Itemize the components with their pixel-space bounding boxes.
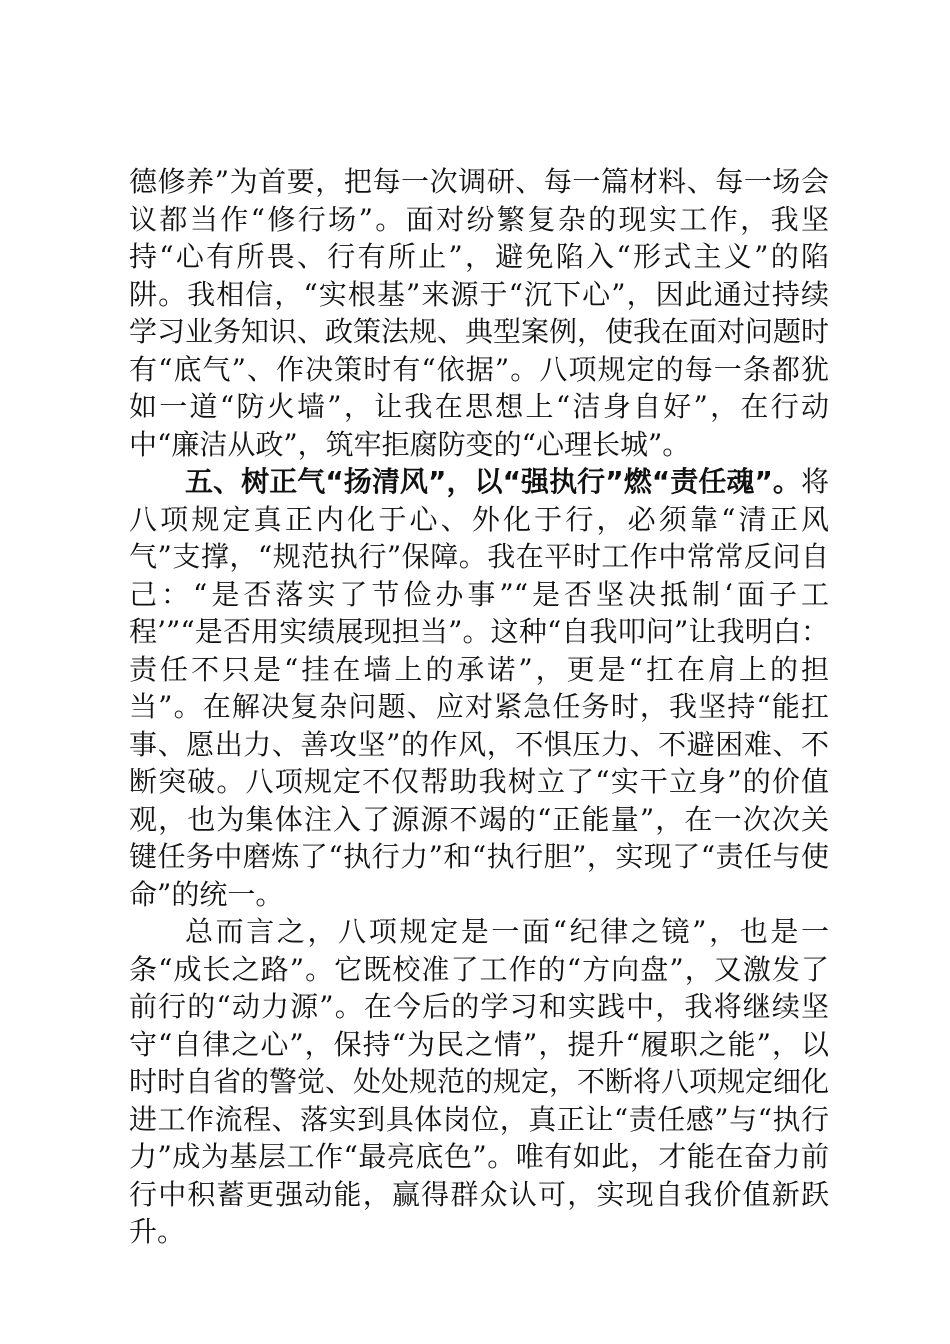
paragraph-text: 德修养”为首要，把每一次调研、每一篇材料、每一场会议都当作“修行场”。面对纷繁复杂的现实工作，我坚持“心有所畏、行有所止”，避免陷入“形式主义”的陷阱。我相信，“实根基”来源于“沉下心”，因此通过持续学习业务知识、政策法规、典型案例，使我在面对问题时有“底气”、作决策时有“依据”。八项规定的每一条都犹如一道“防火墙”，让我在思想上“洁身自好”，在行动中“廉洁从政”，筑牢拒腐防变的“心理长城”。 [129, 165, 830, 461]
paragraph-section-five [129, 463, 829, 913]
section-heading: 五、树正气“扬清风”，以“强执行”燃“责任魂”。 [185, 465, 801, 498]
paragraph-text: 将八项规定真正内化于心、外化于行，必须靠“清正风气”支撑，“规范执行”保障。我在平时工作中常常反问自己：“是否落实了节俭办事”“是否坚决抵制‘面子工程’”“是否用实绩展现担当”。这种“自我叩问”让我明白：责任不只是“挂在墙上的承诺”，更是“扛在肩上的担当”。在解决复杂问题、应对紧急任务时，我坚持“能扛事、愿出力、善攻坚”的作风，不惧压力、不避困难、不断突破。八项规定不仅帮助我树立了“实干立身”的价值观，也为集体注入了源源不竭的“正能量”，在一次次关键任务中磨炼了“执行力”和“执行胆”，实现了“责任与使命”的统一。 [129, 465, 829, 911]
paragraph-conclusion [129, 913, 829, 1251]
paragraph-continuation [129, 163, 829, 463]
paragraph-text: 总而言之，八项规定是一面“纪律之镜”，也是一条“成长之路”。它既校准了工作的“方向盘”，又激发了前行的“动力源”。在今后的学习和实践中，我将继续坚守“自律之心”，保持“为民之情”，提升“履职之能”，以时时自省的警觉、处处规范的规定，不断将八项规定细化进工作流程、落实到具体岗位，真正让“责任感”与“执行力”成为基层工作“最亮底色”。唯有如此，才能在奋力前行中积蓄更强动能，赢得群众认可，实现自我价值新跃升。 [129, 915, 830, 1248]
document-body [129, 163, 829, 1251]
